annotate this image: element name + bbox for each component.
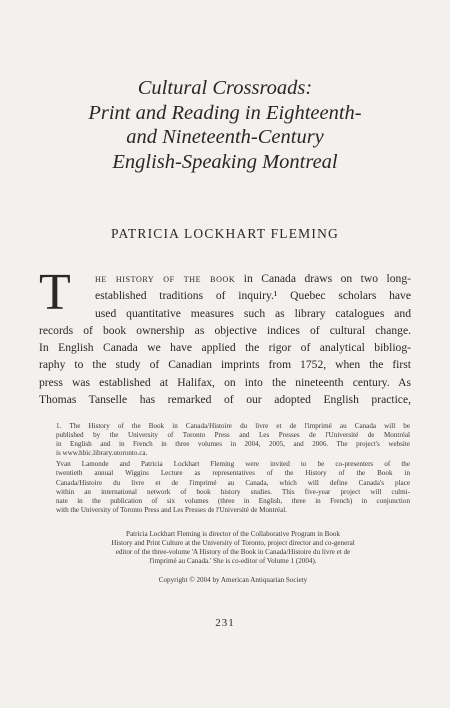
footnote-line: is www.hbic.library.utoronto.ca. bbox=[56, 449, 148, 458]
bio-line: History and Print Culture at the University of Toronto, project director and co-general bbox=[111, 539, 355, 548]
body-line-5: In English Canada we have applied the rigor of analytical bibliog- bbox=[39, 341, 411, 355]
footnote-line: nate in the publication of six volumes (three in English, three in French) in conjunction bbox=[56, 496, 410, 505]
footnote-1 bbox=[56, 422, 410, 458]
author-bio bbox=[56, 530, 410, 566]
footnote-line: Yvan Lamonde and Patricia Lockhart Fleming were invited to be co-presenters of the bbox=[56, 460, 410, 469]
bio-line: Patricia Lockhart Fleming is director of the Collaborative Program in Book bbox=[126, 530, 340, 538]
footnote-line: twentieth annual Wiggins Lecture as representatives of the History of the Book in bbox=[56, 469, 410, 478]
footnote-line: in English and in French in three volumes in 2004, 2005, and 2006. The project's website bbox=[56, 440, 410, 449]
title-line-2: Print and Reading in Eighteenth- bbox=[88, 101, 362, 124]
body-line-1-rest: in Canada draws on two long- bbox=[235, 272, 411, 285]
article-title bbox=[40, 76, 410, 174]
page-number: 231 bbox=[215, 617, 235, 629]
body-paragraph bbox=[39, 264, 411, 408]
footnote-line: with the University of Toronto Press and Les Presses de l'Université de Montréal. bbox=[56, 505, 287, 514]
body-line-8: Thomas Tanselle has remarked of our adopted English practice, bbox=[39, 393, 411, 407]
footnote-lecture-note bbox=[56, 460, 410, 515]
bio-line: editor of the three-volume 'A History of the Book in Canada/Histoire du livre et de bbox=[115, 548, 351, 557]
title-line-4: English-Speaking Montreal bbox=[112, 150, 338, 173]
drop-cap: T bbox=[39, 264, 71, 321]
bio-line: l'imprimé au Canada.' She is co-editor of Volume 1 (2004). bbox=[149, 557, 317, 566]
body-line-3: used quantitative measures such as library catalogues and bbox=[95, 306, 411, 320]
copyright-notice: Copyright © 2004 by American Antiquarian Society bbox=[158, 576, 308, 584]
opening-smallcaps: he history of the book bbox=[95, 272, 236, 285]
body-line-4: records of book ownership as objective indices of cultural change. bbox=[39, 323, 411, 337]
footnote-line: published by the University of Toronto Press and Les Presses de l'Université de Montréal bbox=[56, 431, 410, 440]
body-line-1 bbox=[39, 270, 411, 287]
title-line-1: Cultural Crossroads: bbox=[137, 77, 313, 99]
body-line-6: raphy to the study of Canadian imprints from 1752, when the first bbox=[39, 358, 411, 372]
author-name: PATRICIA LOCKHART FLEMING bbox=[111, 226, 339, 241]
footnote-line: within an international network of book history studies. This five-year project will culmi- bbox=[56, 487, 410, 496]
footnote-line: 1. The History of the Book in Canada/Histoire du livre et de l'imprimé au Canada will be bbox=[56, 422, 410, 430]
footnote-line: Canada/Histoire du livre et de l'imprimé au Canada, which will define Canada's place bbox=[56, 478, 410, 487]
body-line-7: press was established at Halifax, on into the nineteenth century. As bbox=[39, 375, 411, 389]
title-line-3: and Nineteenth-Century bbox=[126, 126, 324, 148]
body-line-2: established traditions of inquiry.¹ Quebec scholars have bbox=[95, 289, 411, 303]
footnotes bbox=[56, 422, 410, 517]
